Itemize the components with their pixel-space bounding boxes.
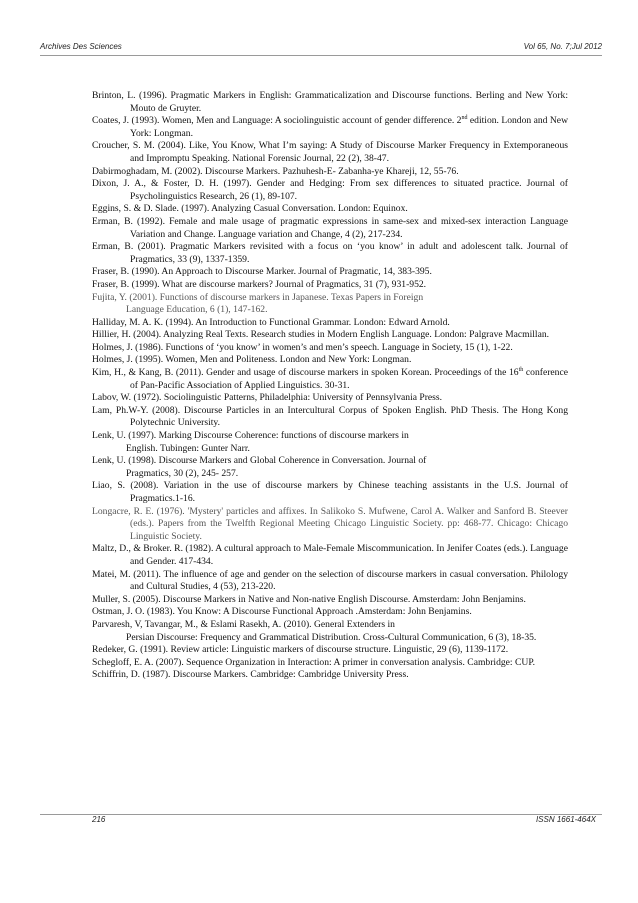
reference-entry: Lenk, U. (1998). Discourse Markers and Global Coherence in Conversation. Journal of Pragmatics, 30 (2), 245- 257. bbox=[92, 455, 427, 479]
reference-entry: Erman, B. (2001). Pragmatic Markers revisited with a focus on ‘you know’ in adult and adolescent talk. Journal of Pragmatics, 33 (9), 1337-1359. bbox=[92, 241, 568, 265]
reference-entry: Croucher, S. M. (2004). Like, You Know, What I’m saying: A Study of Discourse Marker Frequency in Extemporaneous and Impromptu Speaking. National Forensic Journal, 22 (2), 38-47. bbox=[92, 140, 568, 164]
reference-entry: Schegloff, E. A. (2007). Sequence Organization in Interaction: A primer in conversation analysis. Cambridge: CUP. bbox=[92, 656, 535, 668]
reference-entry: Maltz, D., & Broker. R. (1982). A cultural approach to Male-Female Miscommunication. In Jenifer Coates (eds.). Language and Gender. 417-434. bbox=[92, 543, 568, 567]
reference-entry: Schiffrin, D. (1987). Discourse Markers. Cambridge: Cambridge University Press. bbox=[92, 669, 409, 681]
reference-entry: Coates, J. (1993). Women, Men and Language: A sociolinguistic account of gender difference. 2nd edition. London and New York: Longman. bbox=[92, 115, 568, 139]
reference-entry: Matei, M. (2011). The influence of age and gender on the selection of discourse markers in casual conversation. Philology and Cultural Studies, 4 (53), 213-220. bbox=[92, 568, 568, 593]
reference-entry: Holmes, J. (1995). Women, Men and Politeness. London and New York: Longman. bbox=[92, 354, 412, 366]
reference-entry: Labov, W. (1972). Sociolinguistic Patterns, Philadelphia: University of Pennsylvania Press. bbox=[92, 392, 443, 404]
reference-entry: Lenk, U. (1997). Marking Discourse Coherence: functions of discourse markers in English. Tubingen: Gunter Narr. bbox=[92, 430, 409, 454]
reference-entry: Kim, H., & Kang, B. (2011). Gender and usage of discourse markers in spoken Korean. Proceedings of the 16th conference of Pan-Pacific Association of Applied Linguistics. 30-31. bbox=[92, 366, 568, 391]
reference-entry: Parvaresh, V, Tavangar, M., & Eslami Rasekh, A. (2010). General Extenders in Persian Discourse: Frequency and Grammatical Distribution. Cross-Cultural Communication, 6 (3), 18-35. bbox=[92, 618, 537, 643]
reference-entry: Dabirmoghadam, M. (2002). Discourse Markers. Pazhuhesh-E- Zabanha-ye Khareji, 12, 55-76. bbox=[92, 165, 459, 177]
reference-entry: Holmes, J. (1986). Functions of ‘you know’ in women’s and men’s speech. Language in Society, 15 (1), 1-22. bbox=[92, 341, 513, 353]
reference-entry: Fraser, B. (1990). An Approach to Discourse Marker. Journal of Pragmatic, 14, 383-395. bbox=[92, 266, 432, 278]
reference-entry: Erman, B. (1992). Female and male usage of pragmatic expressions in same-sex and mixed-sex interaction Language Variation and Change. Language variation and Change, 4 (2), 217-234. bbox=[92, 215, 568, 240]
issn: ISSN 1661-464X bbox=[535, 815, 596, 824]
reference-entry: Muller, S. (2005). Discourse Markers in Native and Non-native English Discourse. Amsterdam: John Benjamins. bbox=[92, 593, 526, 605]
reference-entry: Eggins, S. & D. Slade. (1997). Analyzing Casual Conversation. London: Equinox. bbox=[92, 203, 408, 215]
reference-entry: Fraser, B. (1999). What are discourse markers? Journal of Pragmatics, 31 (7), 931-952. bbox=[92, 278, 427, 290]
volume-issue: Vol 65, No. 7;Jul 2012 bbox=[523, 42, 602, 51]
header-rule bbox=[40, 55, 602, 56]
reference-entry: Dixon, J. A., & Foster, D. H. (1997). Gender and Hedging: From sex differences to situated practice. Journal of Psycholinguistics Research, 26 (1), 89-107. bbox=[92, 178, 568, 202]
reference-entry: Fujita, Y. (2001). Functions of discourse markers in Japanese. Texas Papers in Foreign Language Education, 6 (1), 147-162. bbox=[92, 291, 424, 316]
reference-entry: Halliday, M. A. K. (1994). An Introduction to Functional Grammar. London: Edward Arnold. bbox=[92, 316, 450, 328]
reference-entry: Liao, S. (2008). Variation in the use of discourse markers by Chinese teaching assistants in the U.S. Journal of Pragmatics.1-16. bbox=[92, 480, 568, 504]
journal-title: Archives Des Sciences bbox=[40, 42, 122, 51]
reference-entry: Ostman, J. O. (1983). You Know: A Discourse Functional Approach .Amsterdam: John Benjamins. bbox=[92, 606, 472, 618]
reference-entry: Lam, Ph.W-Y. (2008). Discourse Particles in an Intercultural Corpus of Spoken English. PhD Thesis. The Hong Kong Polytechnic University. bbox=[92, 404, 568, 429]
reference-entry: Brinton, L. (1996). Pragmatic Markers in English: Grammaticalization and Discourse functions. Berling and New York: Mouto de Gruyter. bbox=[92, 90, 568, 114]
reference-entry: Longacre, R. E. (1976). 'Mystery' particles and affixes. In Salikoko S. Mufwene, Carol A. Walker and Sanford B. Steever (eds.). Papers from the Twelfth Regional Meeting Chicago Linguistic Society. pp: 468-77. Chicago: Chicago Linguistic Society. bbox=[92, 505, 568, 542]
footer-rule bbox=[40, 814, 602, 815]
reference-entry: Hillier, H. (2004). Analyzing Real Texts. Research studies in Modern English Language. London: Palgrave Macmillan. bbox=[92, 329, 550, 341]
reference-list bbox=[92, 90, 568, 682]
page-number: 216 bbox=[92, 815, 106, 824]
reference-entry: Redeker, G. (1991). Review article: Linguistic markers of discourse structure. Linguistic, 29 (6), 1139-1172. bbox=[92, 644, 509, 656]
